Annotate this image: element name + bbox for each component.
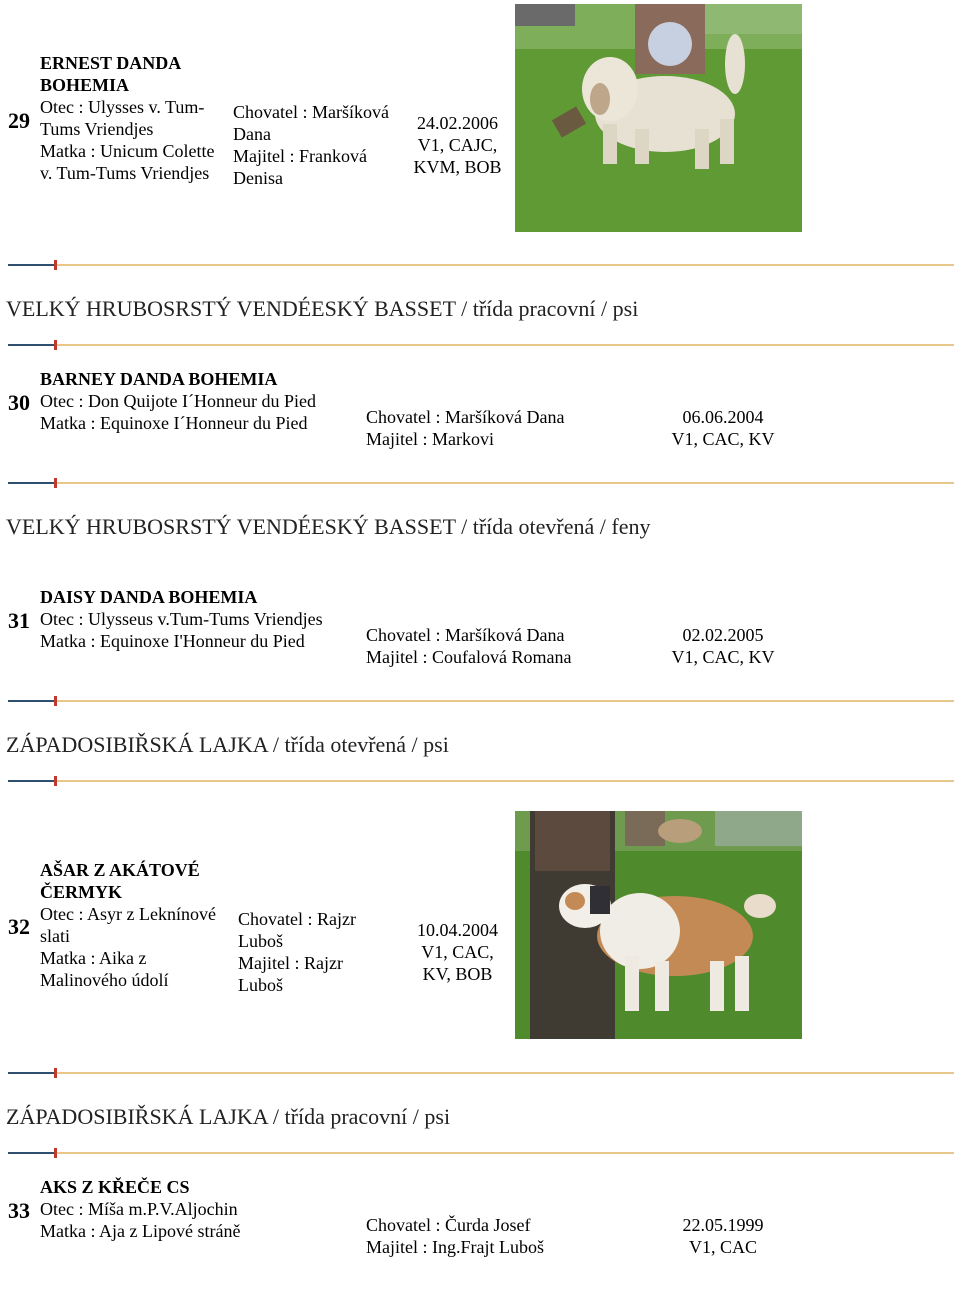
entry-number: 33 [8, 1198, 30, 1223]
mother-line: Matka : Equinoxe I´Honneur du Pied [40, 413, 308, 433]
dog-name: DAISY DANDA BOHEMIA [40, 587, 258, 607]
dog-name-line: ERNEST DANDA [40, 53, 182, 73]
show-date: 10.04.2004 [417, 920, 498, 940]
section-divider [8, 1146, 954, 1160]
section-divider [8, 338, 954, 352]
show-date: 06.06.2004 [682, 407, 764, 427]
father-line: Otec : Ulysseus v.Tum-Tums Vriendjes [40, 609, 323, 629]
parents [40, 390, 316, 434]
owner-line: Majitel : Rajzr [238, 953, 343, 973]
owner-line: Majitel : Markovi [366, 429, 494, 449]
mother-line: Matka : Aja z Lipové stráně [40, 1221, 241, 1241]
date-results [400, 112, 515, 178]
father-line: Otec : Don Quijote I´Honneur du Pied [40, 391, 316, 411]
section-heading: VELKÝ HRUBOSRSTÝ VENDÉESKÝ BASSET / třída otevřená / feny [6, 514, 651, 539]
results-line: V1, CAC, KV [671, 647, 775, 667]
entry-number: 29 [8, 108, 30, 133]
mother-line: Matka : Aika z [40, 948, 147, 968]
dog-laika-photo [515, 811, 802, 1039]
breeder-line: Chovatel : Maršíková Dana [366, 625, 565, 645]
mother-line: Malinového údolí [40, 970, 169, 990]
breeder-line: Chovatel : Čurda Josef [366, 1215, 531, 1235]
show-date: 24.02.2006 [417, 113, 498, 133]
breeder-line: Luboš [238, 931, 283, 951]
entry-number: 32 [8, 914, 30, 939]
mother-line: v. Tum-Tums Vriendjes [40, 163, 210, 183]
breeder-owner [233, 101, 389, 189]
dog-name-line: BOHEMIA [40, 75, 130, 95]
breeder-line: Chovatel : Rajzr [238, 909, 356, 929]
breeder-owner [366, 1214, 544, 1258]
section-divider [8, 258, 954, 272]
mother-line: Matka : Unicum Colette [40, 141, 215, 161]
owner-line: Majitel : Ing.Frajt Luboš [366, 1237, 544, 1257]
dog-griffon-photo [515, 4, 802, 232]
breeder-line: Chovatel : Maršíková Dana [366, 407, 565, 427]
owner-line: Majitel : Coufalová Romana [366, 647, 572, 667]
section-heading: VELKÝ HRUBOSRSTÝ VENDÉESKÝ BASSET / třída pracovní / psi [6, 296, 639, 321]
breeder-line: Dana [233, 124, 271, 144]
entry-number: 30 [8, 390, 30, 415]
owner-line: Luboš [238, 975, 283, 995]
section-divider [8, 774, 954, 788]
owner-line: Denisa [233, 168, 283, 188]
section-heading: ZÁPADOSIBIŘSKÁ LAJKA / třída pracovní / psi [6, 1104, 451, 1129]
father-line: Otec : Míša m.P.V.Aljochin [40, 1199, 238, 1219]
breeder-owner [238, 908, 356, 996]
date-results [660, 406, 786, 450]
parents [40, 1198, 240, 1242]
father-line: Otec : Asyr z Leknínové [40, 904, 216, 924]
date-results [400, 919, 515, 985]
dog-name: AKS Z KŘEČE CS [40, 1177, 190, 1197]
parents [40, 903, 216, 991]
parents [40, 608, 323, 652]
dog-name-line: AŠAR Z AKÁTOVÉ [40, 860, 200, 880]
father-line: Tums Vriendjes [40, 119, 154, 139]
dog-name [40, 52, 181, 96]
section-divider [8, 694, 954, 708]
dog-name: BARNEY DANDA BOHEMIA [40, 369, 278, 389]
date-results [660, 1214, 786, 1258]
results-line: KVM, BOB [413, 157, 502, 177]
section-heading: ZÁPADOSIBIŘSKÁ LAJKA / třída otevřená / psi [6, 732, 449, 757]
date-results [660, 624, 786, 668]
show-date: 22.05.1999 [682, 1215, 764, 1235]
results-line: KV, BOB [422, 964, 493, 984]
owner-line: Majitel : Franková [233, 146, 367, 166]
results-line: V1, CAC [688, 1237, 757, 1257]
section-divider [8, 476, 954, 490]
results-line: V1, CAC, KV [671, 429, 775, 449]
breeder-owner [366, 624, 571, 668]
dog-name-line: ČERMYK [40, 882, 122, 902]
show-date: 02.02.2005 [682, 625, 764, 645]
breeder-owner [366, 406, 564, 450]
mother-line: Matka : Equinoxe I'Honneur du Pied [40, 631, 305, 651]
parents [40, 96, 214, 184]
results-line: V1, CAC, [421, 942, 494, 962]
breeder-line: Chovatel : Maršíková [233, 102, 389, 122]
entry-number: 31 [8, 608, 30, 633]
dog-name [40, 859, 200, 903]
father-line: Otec : Ulysses v. Tum- [40, 97, 205, 117]
results-line: V1, CAJC, [417, 135, 498, 155]
father-line: slati [40, 926, 70, 946]
section-divider [8, 1066, 954, 1080]
